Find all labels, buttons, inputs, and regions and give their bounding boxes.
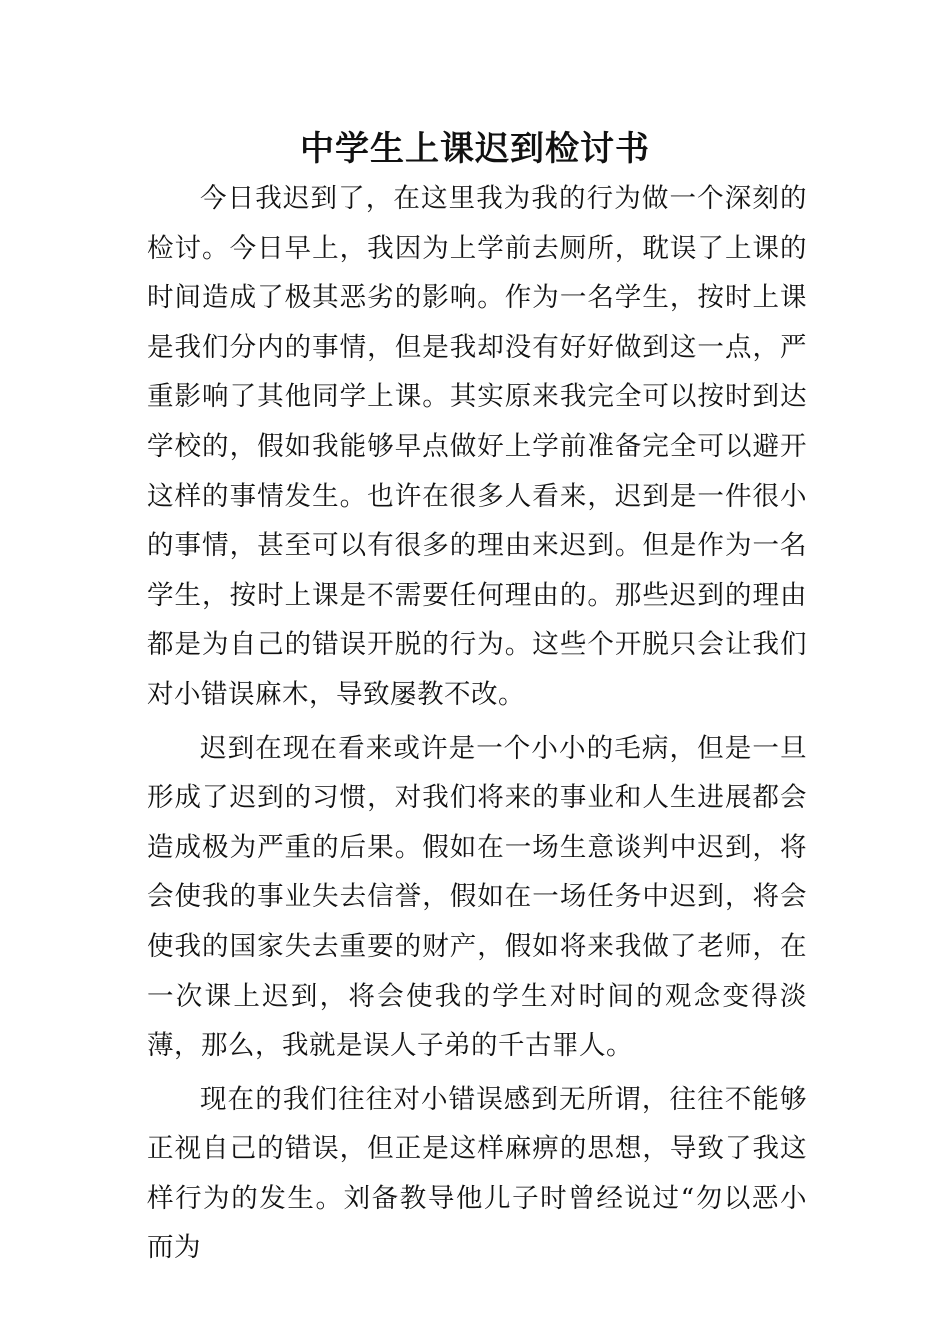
paragraph-1: 今日我迟到了，在这里我为我的行为做一个深刻的检讨。今日早上，我因为上学前去厕所，耽误了上课的时间造成了极其恶劣的影响。作为一名学生，按时上课是我们分内的事情，但是我却没有好好做到这一点，严重影响了其他同学上课。其实原来我完全可以按时到达学校的，假如我能够早点做好上学前准备完全可以避开这样的事情发生。也许在很多人看来，迟到是一件很小的事情，甚至可以有很多的理由来迟到。但是作为一名学生，按时上课是不需要任何理由的。那些迟到的理由都是为自己的错误开脱的行为。这些个开脱只会让我们对小错误麻木，导致屡教不改。 (147, 183, 807, 710)
document-title: 中学生上课迟到检讨书 (300, 129, 650, 169)
paragraph-3: 现在的我们往往对小错误感到无所谓，往往不能够正视自己的错误，但正是这样麻痹的思想，导致了我这样行为的发生。刘备教导他儿子时曾经说过“勿以恶小而为 (147, 1083, 807, 1264)
paragraph-2: 迟到在现在看来或许是一个小小的毛病，但是一旦形成了迟到的习惯，对我们将来的事业和人生进展都会造成极为严重的后果。假如在一场生意谈判中迟到，将会使我的事业失去信誉，假如在一场任务中迟到，将会使我的国家失去重要的财产，假如将来我做了老师，在一次课上迟到，将会使我的学生对时间的观念变得淡薄，那么，我就是误人子弟的千古罪人。 (147, 732, 807, 1062)
document-body (147, 174, 807, 1273)
